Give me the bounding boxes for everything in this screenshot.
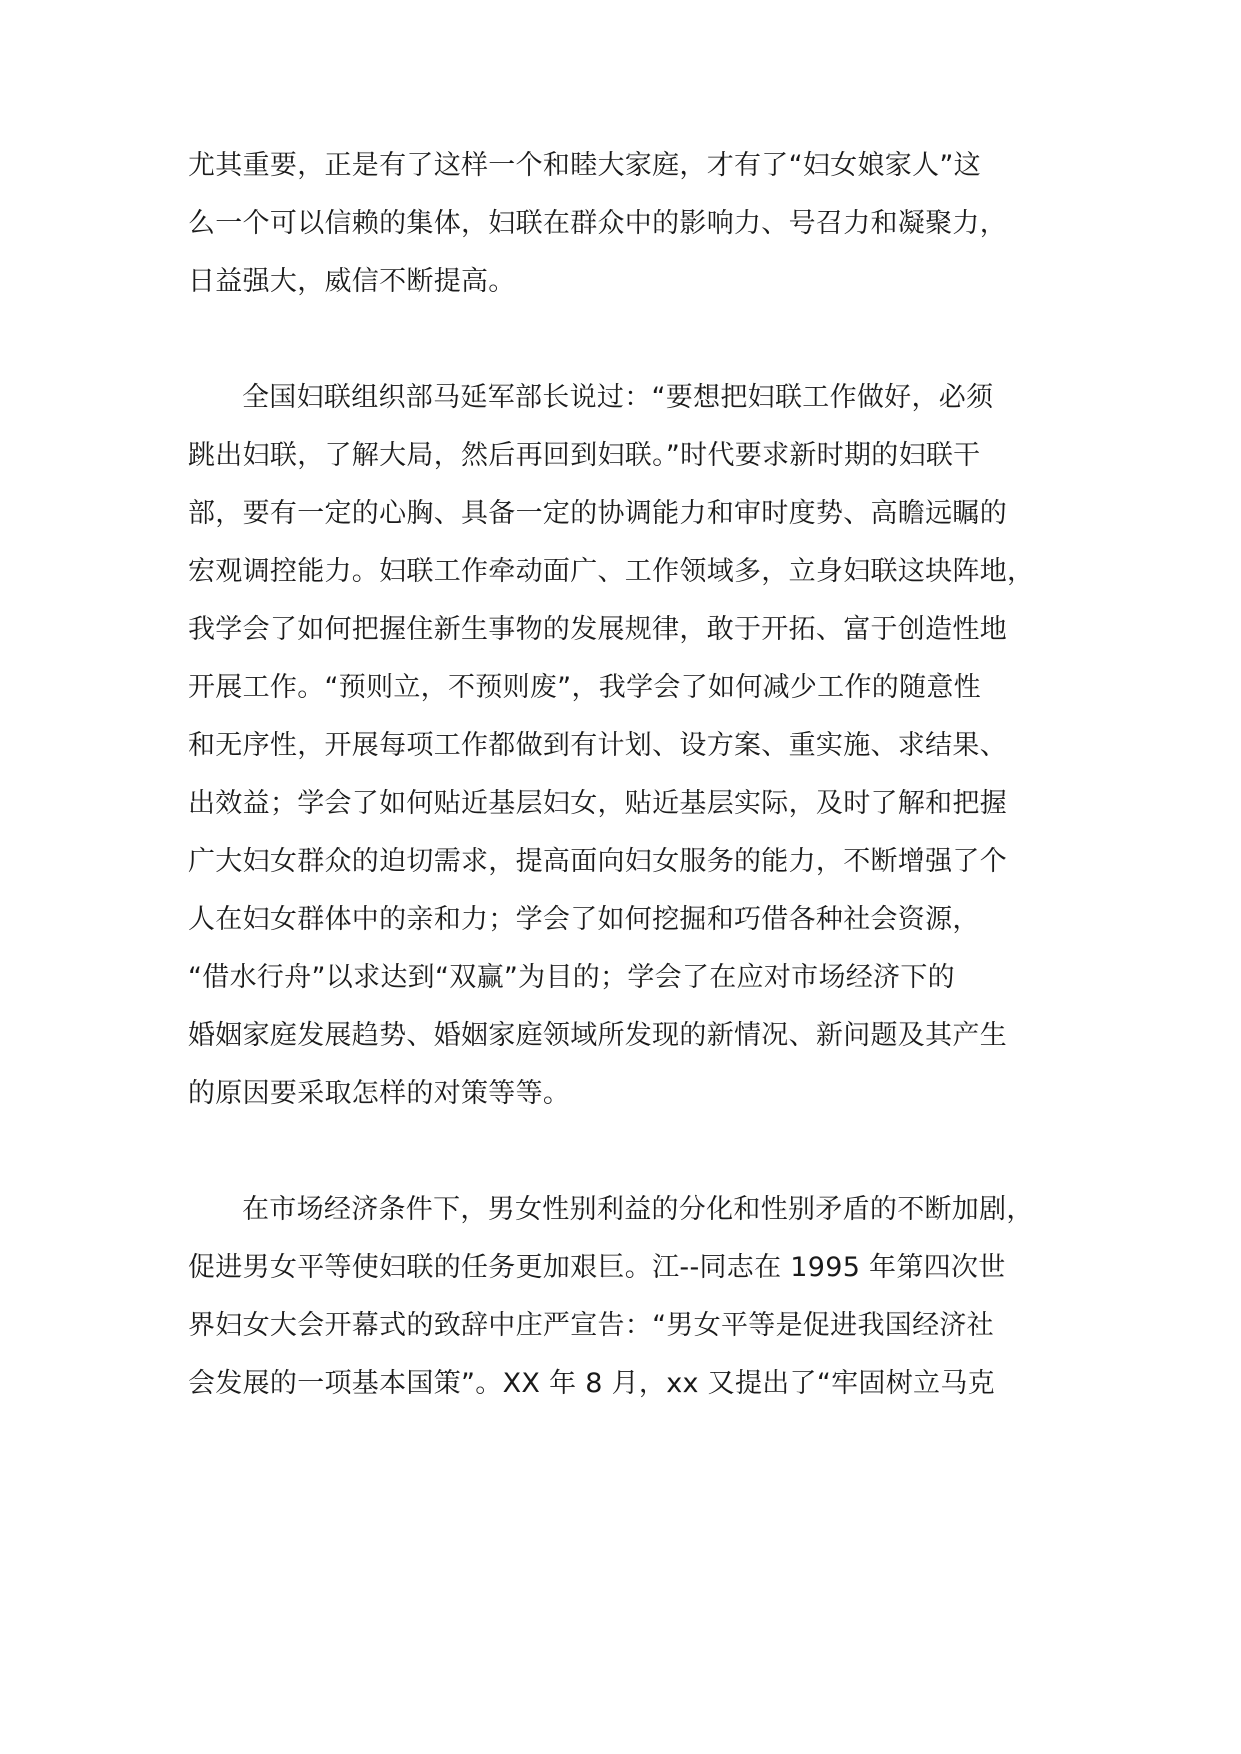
text-line: 广大妇女群众的迫切需求，提高面向妇女服务的能力，不断增强了个 — [188, 846, 1007, 877]
text-line: 开展工作。“预则立，不预则废”，我学会了如何减少工作的随意性 — [188, 672, 981, 703]
text-line: 婚姻家庭发展趋势、婚姻家庭领域所发现的新情况、新问题及其产生 — [188, 1020, 1007, 1051]
text-line: “借水行舟”以求达到“双赢”为目的；学会了在应对市场经济下的 — [188, 962, 955, 993]
text-line: 在市场经济条件下，男女性别利益的分化和性别矛盾的不断加剧， — [242, 1194, 1034, 1225]
text-line: 日益强大，威信不断提高。 — [188, 266, 516, 297]
text-line: 宏观调控能力。妇联工作牵动面广、工作领域多，立身妇联这块阵地， — [188, 556, 1035, 587]
text-line: 么一个可以信赖的集体，妇联在群众中的影响力、号召力和凝聚力， — [188, 208, 1007, 239]
text-line: 促进男女平等使妇联的任务更加艰巨。江--同志在 1995 年第四次世 — [188, 1252, 1006, 1283]
text-line: 我学会了如何把握住新生事物的发展规律，敢于开拓、富于创造性地 — [188, 614, 1007, 645]
text-line: 出效益；学会了如何贴近基层妇女，贴近基层实际，及时了解和把握 — [188, 788, 1007, 819]
text-line: 全国妇联组织部马延军部长说过：“要想把妇联工作做好，必须 — [242, 382, 994, 413]
text-line: 部，要有一定的心胸、具备一定的协调能力和审时度势、高瞻远瞩的 — [188, 498, 1007, 529]
text-line: 会发展的一项基本国策”。XX 年 8 月，xx 又提出了“牢固树立马克 — [188, 1368, 995, 1399]
text-line: 的原因要采取怎样的对策等等。 — [188, 1078, 571, 1109]
text-line: 界妇女大会开幕式的致辞中庄严宣告：“男女平等是促进我国经济社 — [188, 1310, 994, 1341]
text-line: 跳出妇联，了解大局，然后再回到妇联。”时代要求新时期的妇联干 — [188, 440, 981, 471]
text-line: 人在妇女群体中的亲和力；学会了如何挖掘和巧借各种社会资源， — [188, 904, 980, 935]
text-line: 和无序性，开展每项工作都做到有计划、设方案、重实施、求结果、 — [188, 730, 1007, 761]
text-line: 尤其重要，正是有了这样一个和睦大家庭，才有了“妇女娘家人”这 — [188, 150, 981, 181]
